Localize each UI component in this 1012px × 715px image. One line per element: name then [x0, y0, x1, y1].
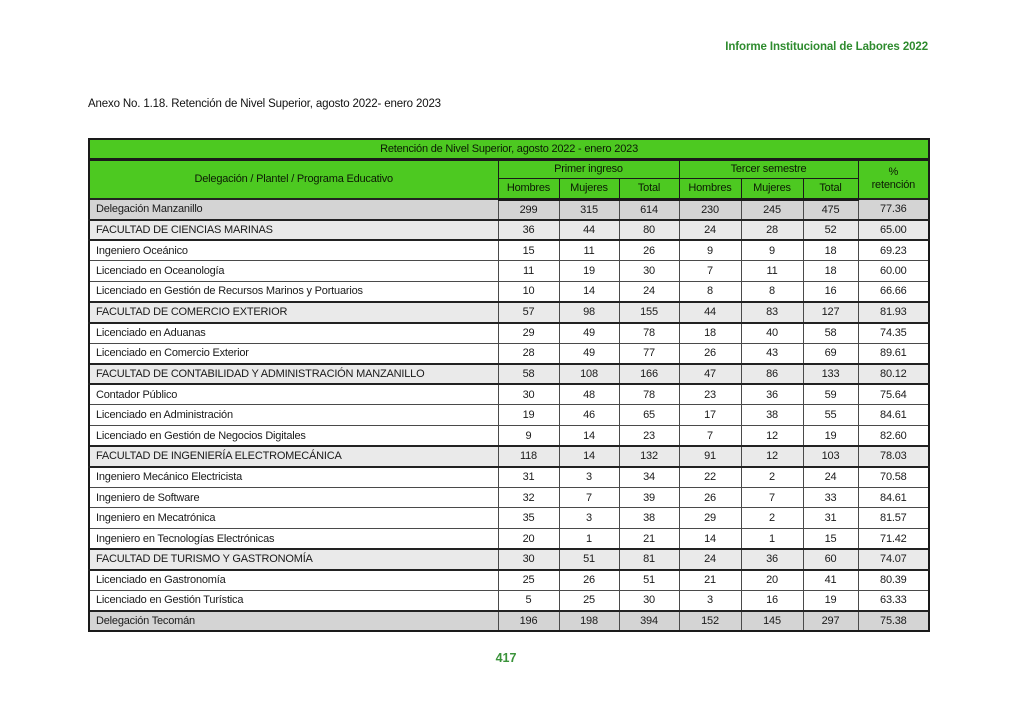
value-cell: 52	[803, 220, 858, 241]
value-cell: 41	[803, 570, 858, 591]
value-cell: 55	[803, 405, 858, 426]
value-cell: 11	[498, 261, 559, 282]
table-title-row	[89, 139, 929, 159]
value-cell: 14	[679, 529, 741, 550]
value-cell: 25	[498, 570, 559, 591]
table-row	[89, 199, 929, 220]
table-row	[89, 261, 929, 282]
value-cell: 78	[619, 384, 679, 405]
value-cell: 198	[559, 611, 619, 632]
value-cell: 31	[803, 508, 858, 529]
row-label-cell: FACULTAD DE COMERCIO EXTERIOR	[89, 302, 498, 323]
value-cell: 80.12	[858, 364, 929, 385]
value-cell: 14	[559, 281, 619, 302]
table-title: Retención de Nivel Superior, agosto 2022 - enero 2023	[89, 139, 929, 159]
value-cell: 24	[679, 220, 741, 241]
value-cell: 15	[498, 240, 559, 261]
row-label-cell: Ingeniero Mecánico Electricista	[89, 467, 498, 488]
column-header-retencion	[858, 159, 929, 199]
value-cell: 1	[559, 529, 619, 550]
value-cell: 38	[619, 508, 679, 529]
value-cell: 17	[679, 405, 741, 426]
value-cell: 29	[679, 508, 741, 529]
value-cell: 166	[619, 364, 679, 385]
report-header: Informe Institucional de Labores 2022	[725, 41, 928, 53]
value-cell: 26	[679, 487, 741, 508]
value-cell: 7	[559, 487, 619, 508]
value-cell: 44	[559, 220, 619, 241]
row-label-cell: Licenciado en Gestión de Recursos Marinos y Portuarios	[89, 281, 498, 302]
value-cell: 78.03	[858, 446, 929, 467]
row-label-cell: Ingeniero en Mecatrónica	[89, 508, 498, 529]
value-cell: 132	[619, 446, 679, 467]
value-cell: 91	[679, 446, 741, 467]
value-cell: 30	[498, 549, 559, 570]
value-cell: 75.38	[858, 611, 929, 632]
table-row	[89, 240, 929, 261]
row-label-cell: Licenciado en Aduanas	[89, 323, 498, 344]
value-cell: 60	[803, 549, 858, 570]
row-label-cell: Ingeniero de Software	[89, 487, 498, 508]
table-row	[89, 323, 929, 344]
value-cell: 32	[498, 487, 559, 508]
value-cell: 11	[559, 240, 619, 261]
value-cell: 14	[559, 446, 619, 467]
value-cell: 84.61	[858, 405, 929, 426]
value-cell: 103	[803, 446, 858, 467]
retencion-header-line2: retención	[871, 179, 916, 192]
value-cell: 2	[741, 508, 803, 529]
value-cell: 80	[619, 220, 679, 241]
value-cell: 89.61	[858, 343, 929, 364]
value-cell: 20	[741, 570, 803, 591]
value-cell: 49	[559, 343, 619, 364]
value-cell: 19	[803, 590, 858, 611]
value-cell: 75.64	[858, 384, 929, 405]
value-cell: 82.60	[858, 426, 929, 447]
value-cell: 145	[741, 611, 803, 632]
value-cell: 29	[498, 323, 559, 344]
page-number: 417	[495, 651, 517, 665]
value-cell: 24	[803, 467, 858, 488]
value-cell: 81	[619, 549, 679, 570]
annex-title: Anexo No. 1.18. Retención de Nivel Superior, agosto 2022- enero 2023	[88, 98, 441, 110]
column-group-tercer-semestre: Tercer semestre	[679, 159, 858, 178]
value-cell: 80.39	[858, 570, 929, 591]
value-cell: 16	[803, 281, 858, 302]
value-cell: 28	[498, 343, 559, 364]
value-cell: 81.93	[858, 302, 929, 323]
table-row	[89, 446, 929, 467]
value-cell: 12	[741, 426, 803, 447]
value-cell: 47	[679, 364, 741, 385]
value-cell: 98	[559, 302, 619, 323]
value-cell: 23	[679, 384, 741, 405]
value-cell: 63.33	[858, 590, 929, 611]
value-cell: 26	[619, 240, 679, 261]
value-cell: 22	[679, 467, 741, 488]
value-cell: 74.35	[858, 323, 929, 344]
value-cell: 8	[679, 281, 741, 302]
table-row	[89, 611, 929, 632]
value-cell: 230	[679, 199, 741, 220]
column-header-mujeres-1: Mujeres	[559, 178, 619, 199]
value-cell: 35	[498, 508, 559, 529]
row-label-cell: Ingeniero en Tecnologías Electrónicas	[89, 529, 498, 550]
value-cell: 16	[741, 590, 803, 611]
value-cell: 5	[498, 590, 559, 611]
value-cell: 20	[498, 529, 559, 550]
value-cell: 84.61	[858, 487, 929, 508]
value-cell: 58	[803, 323, 858, 344]
value-cell: 70.58	[858, 467, 929, 488]
value-cell: 19	[559, 261, 619, 282]
value-cell: 108	[559, 364, 619, 385]
value-cell: 71.42	[858, 529, 929, 550]
value-cell: 65.00	[858, 220, 929, 241]
value-cell: 48	[559, 384, 619, 405]
value-cell: 39	[619, 487, 679, 508]
table-row	[89, 487, 929, 508]
value-cell: 3	[679, 590, 741, 611]
value-cell: 315	[559, 199, 619, 220]
value-cell: 7	[679, 261, 741, 282]
table-row	[89, 508, 929, 529]
value-cell: 14	[559, 426, 619, 447]
row-label-cell: Licenciado en Gestión de Negocios Digitales	[89, 426, 498, 447]
value-cell: 24	[679, 549, 741, 570]
value-cell: 81.57	[858, 508, 929, 529]
table-row	[89, 384, 929, 405]
table-row	[89, 590, 929, 611]
retencion-header-line1: %	[888, 165, 899, 178]
value-cell: 69.23	[858, 240, 929, 261]
value-cell: 196	[498, 611, 559, 632]
column-header-hombres-2: Hombres	[679, 178, 741, 199]
table-row	[89, 220, 929, 241]
value-cell: 3	[559, 467, 619, 488]
value-cell: 28	[741, 220, 803, 241]
value-cell: 299	[498, 199, 559, 220]
table-row	[89, 281, 929, 302]
value-cell: 155	[619, 302, 679, 323]
table-row	[89, 426, 929, 447]
value-cell: 36	[498, 220, 559, 241]
column-group-primer-ingreso: Primer ingreso	[498, 159, 679, 178]
value-cell: 25	[559, 590, 619, 611]
value-cell: 30	[619, 261, 679, 282]
value-cell: 83	[741, 302, 803, 323]
value-cell: 3	[559, 508, 619, 529]
column-header-delegacion: Delegación / Plantel / Programa Educativo	[89, 159, 498, 199]
table-row	[89, 343, 929, 364]
value-cell: 475	[803, 199, 858, 220]
value-cell: 51	[619, 570, 679, 591]
value-cell: 49	[559, 323, 619, 344]
row-label-cell: FACULTAD DE CONTABILIDAD Y ADMINISTRACIÓN MANZANILLO	[89, 364, 498, 385]
table-row	[89, 467, 929, 488]
value-cell: 18	[803, 261, 858, 282]
table-row	[89, 549, 929, 570]
value-cell: 1	[741, 529, 803, 550]
value-cell: 43	[741, 343, 803, 364]
value-cell: 614	[619, 199, 679, 220]
table-row	[89, 570, 929, 591]
row-label-cell: Delegación Manzanillo	[89, 199, 498, 220]
value-cell: 21	[679, 570, 741, 591]
column-header-hombres-1: Hombres	[498, 178, 559, 199]
value-cell: 77	[619, 343, 679, 364]
value-cell: 152	[679, 611, 741, 632]
value-cell: 9	[679, 240, 741, 261]
value-cell: 9	[741, 240, 803, 261]
value-cell: 133	[803, 364, 858, 385]
value-cell: 18	[679, 323, 741, 344]
value-cell: 36	[741, 549, 803, 570]
value-cell: 77.36	[858, 199, 929, 220]
value-cell: 40	[741, 323, 803, 344]
value-cell: 23	[619, 426, 679, 447]
value-cell: 86	[741, 364, 803, 385]
value-cell: 30	[619, 590, 679, 611]
column-header-total-2: Total	[803, 178, 858, 199]
row-label-cell: Licenciado en Comercio Exterior	[89, 343, 498, 364]
table-row	[89, 364, 929, 385]
row-label-cell: FACULTAD DE TURISMO Y GASTRONOMÍA	[89, 549, 498, 570]
row-label-cell: Licenciado en Gestión Turística	[89, 590, 498, 611]
value-cell: 31	[498, 467, 559, 488]
row-label-cell: Ingeniero Oceánico	[89, 240, 498, 261]
table-row	[89, 529, 929, 550]
value-cell: 60.00	[858, 261, 929, 282]
value-cell: 2	[741, 467, 803, 488]
table-group-header-row	[89, 159, 929, 178]
value-cell: 394	[619, 611, 679, 632]
value-cell: 24	[619, 281, 679, 302]
value-cell: 15	[803, 529, 858, 550]
value-cell: 26	[679, 343, 741, 364]
value-cell: 69	[803, 343, 858, 364]
value-cell: 12	[741, 446, 803, 467]
table-row	[89, 302, 929, 323]
value-cell: 38	[741, 405, 803, 426]
value-cell: 19	[498, 405, 559, 426]
value-cell: 74.07	[858, 549, 929, 570]
value-cell: 65	[619, 405, 679, 426]
table-row	[89, 405, 929, 426]
row-label-cell: Delegación Tecomán	[89, 611, 498, 632]
value-cell: 46	[559, 405, 619, 426]
value-cell: 10	[498, 281, 559, 302]
value-cell: 7	[741, 487, 803, 508]
row-label-cell: Licenciado en Oceanología	[89, 261, 498, 282]
value-cell: 33	[803, 487, 858, 508]
value-cell: 19	[803, 426, 858, 447]
row-label-cell: Licenciado en Administración	[89, 405, 498, 426]
row-label-cell: FACULTAD DE CIENCIAS MARINAS	[89, 220, 498, 241]
value-cell: 59	[803, 384, 858, 405]
value-cell: 8	[741, 281, 803, 302]
value-cell: 297	[803, 611, 858, 632]
value-cell: 9	[498, 426, 559, 447]
retention-table	[88, 138, 930, 632]
value-cell: 7	[679, 426, 741, 447]
table-body	[89, 199, 929, 631]
value-cell: 34	[619, 467, 679, 488]
value-cell: 127	[803, 302, 858, 323]
row-label-cell: Contador Público	[89, 384, 498, 405]
value-cell: 11	[741, 261, 803, 282]
value-cell: 44	[679, 302, 741, 323]
value-cell: 118	[498, 446, 559, 467]
value-cell: 245	[741, 199, 803, 220]
value-cell: 36	[741, 384, 803, 405]
row-label-cell: FACULTAD DE INGENIERÍA ELECTROMECÁNICA	[89, 446, 498, 467]
column-header-total-1: Total	[619, 178, 679, 199]
value-cell: 66.66	[858, 281, 929, 302]
value-cell: 51	[559, 549, 619, 570]
column-header-mujeres-2: Mujeres	[741, 178, 803, 199]
value-cell: 26	[559, 570, 619, 591]
value-cell: 30	[498, 384, 559, 405]
value-cell: 57	[498, 302, 559, 323]
value-cell: 21	[619, 529, 679, 550]
value-cell: 58	[498, 364, 559, 385]
value-cell: 78	[619, 323, 679, 344]
row-label-cell: Licenciado en Gastronomía	[89, 570, 498, 591]
value-cell: 18	[803, 240, 858, 261]
